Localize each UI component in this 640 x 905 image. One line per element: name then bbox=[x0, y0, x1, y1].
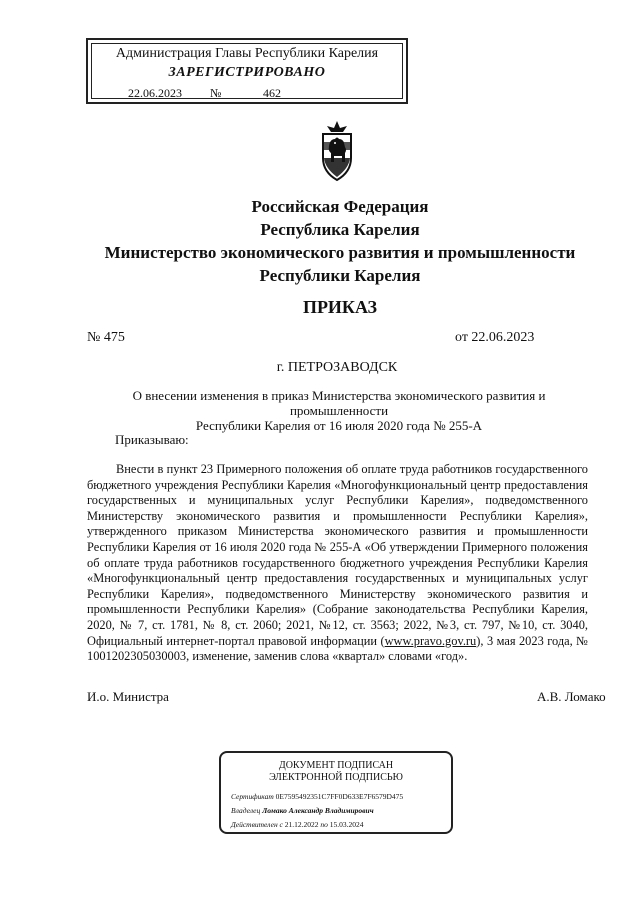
esign-validity-to: 15.03.2024 bbox=[329, 820, 364, 829]
header-ministry: Министерство экономического развития и промышленности bbox=[104, 243, 576, 262]
signatory-name: А.В. Ломако bbox=[537, 689, 606, 704]
header-country: Российская Федерация bbox=[251, 197, 429, 216]
esign-validity-row bbox=[231, 820, 364, 829]
registration-stamp-number-label: № bbox=[210, 86, 222, 100]
esign-owner-value: Ломако Александр Владимирович bbox=[262, 806, 374, 815]
karelia-coat-of-arms-icon bbox=[315, 120, 359, 182]
registration-stamp-status: ЗАРЕГИСТРИРОВАНО bbox=[168, 65, 326, 80]
header-republic: Республика Карелия bbox=[260, 220, 420, 239]
esign-validity-label: Действителен bbox=[231, 820, 278, 829]
registration-stamp-number: 462 bbox=[263, 86, 281, 100]
pravo-gov-link[interactable]: www.pravo.gov.ru bbox=[384, 633, 477, 648]
esign-owner-row bbox=[231, 806, 374, 815]
header-ministry-region: Республики Карелия bbox=[259, 266, 421, 285]
order-body-text-end: ), 3 мая 2023 года, № 1001202305030003, изменение, заменив слова «квартал» словами «год». bbox=[87, 633, 588, 664]
order-date: от 22.06.2023 bbox=[455, 330, 535, 345]
order-subject-line1: О внесении изменения в приказ Министерства экономического развития и промышленности bbox=[132, 388, 546, 418]
esign-validity-from: 21.12.2022 bbox=[284, 820, 319, 829]
order-city: г. ПЕТРОЗАВОДСК bbox=[276, 360, 398, 375]
esign-title-line1: ДОКУМЕНТ ПОДПИСАН bbox=[278, 760, 394, 771]
order-body bbox=[87, 462, 588, 665]
esign-validity-to-word: по bbox=[320, 820, 328, 829]
registration-stamp-authority: Администрация Главы Республики Карелия bbox=[115, 46, 379, 61]
electronic-signature-stamp bbox=[219, 751, 453, 834]
registration-stamp-date: 22.06.2023 bbox=[128, 86, 182, 100]
esign-title-line2: ЭЛЕКТРОННОЙ ПОДПИСЬЮ bbox=[269, 772, 403, 783]
esign-certificate-value: 0E7595492351C7FF0D633E7F6579D475 bbox=[275, 792, 404, 801]
signatory-position: И.о. Министра bbox=[87, 689, 169, 704]
esign-certificate-row bbox=[231, 792, 403, 801]
order-subject bbox=[84, 388, 594, 433]
document-type: ПРИКАЗ bbox=[302, 297, 378, 317]
order-body-text-start: Внести в пункт 23 Примерного положения об оплате труда работников государственного бюджетного учреждения Республики Карелия «Многофункциональный центр предоставления государственных и муниципальных услуг Республики Карелия», подведомственного Министерству экономического развития и промышленности Республики Карелия», утвержденного приказом Министерства экономического развития и промышленности Республики Карелия от 16 июля 2020 года № 255-А «Об утверждении Примерного положения об оплате труда работников государственного бюджетного учреждения Республики Карелия «Многофункциональный центр предоставления государственных и муниципальных услуг Республики Карелия», подведомственного Министерству экономического развития и промышленности Республики Карелия» (Собрание законодательства Республики Карелия, 2020, № 7, ст. 1781, № 8, ст. 2060; 2021, №12, ст. 3563; 2022, №3, ст. 797, №10, ст. 3040, Официальный интернет-портал правовой информации ( bbox=[87, 462, 588, 648]
order-subject-line2: Республики Карелия от 16 июля 2020 года № 255-А bbox=[195, 418, 483, 433]
order-number: № 475 bbox=[87, 330, 125, 345]
esign-owner-label: Владелец bbox=[231, 806, 261, 815]
esign-certificate-label: Сертификат bbox=[231, 792, 274, 801]
registration-stamp bbox=[86, 38, 408, 104]
esign-validity-from-word: с bbox=[279, 820, 283, 829]
orders-word: Приказываю: bbox=[115, 432, 189, 447]
